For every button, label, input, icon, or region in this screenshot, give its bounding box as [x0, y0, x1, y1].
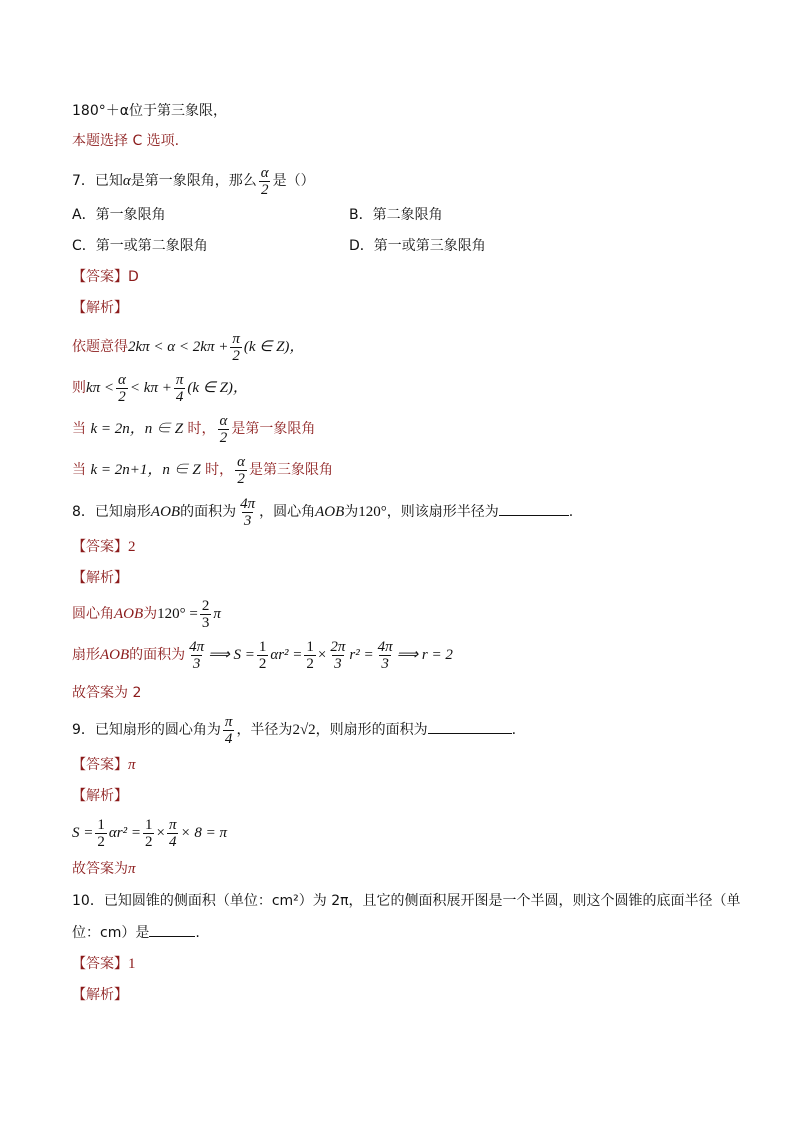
q8-blank[interactable]: [499, 501, 569, 516]
prev-text-1: 180°＋α位于第三象限，: [72, 103, 227, 119]
q7-alpha: α: [122, 173, 131, 189]
q10-analysis-tag: 【解析】: [72, 987, 128, 1003]
q7-answer: [72, 267, 139, 287]
q9-analysis-tag: 【解析】: [72, 788, 128, 804]
q10-answer: 【答案】1: [72, 956, 136, 972]
q7-analysis-line-3: 当 k = 2n，n ∈ Z 时， $\frac{\alpha}{2}$ 是第一象限角: [72, 412, 316, 446]
q9-fraction: $\frac{\pi}{4}$: [224, 713, 233, 747]
q10-stem-line-2: 位：cm）是 .: [72, 922, 200, 943]
q7-suffix: 是（）: [272, 173, 315, 189]
q7-mid: 是第一象限角，那么: [130, 173, 257, 189]
q7-analysis-line-4: 当 k = 2n+1，n ∈ Z 时， $\frac{\alpha}{2}$ 是第三象限角: [72, 453, 334, 487]
prev-text-2: 本题选择 C 选项.: [72, 133, 180, 149]
q9-conclusion: 故答案为π: [72, 861, 136, 877]
q8-analysis-line-2: 扇形AOB的面积为 $\frac{4\pi}{3}$ ⟹ S = $\frac{1}{2}$ αr² = $\frac{1}{2}$ × $\frac{2\pi}{3}$ r² = $\frac{4\pi}{3}$ ⟹ r = 2: [72, 638, 453, 672]
q7-analysis-line-2: 则kπ < $\frac{\alpha}{2}$ < kπ + $\frac{\pi}{4}$ (k ∈ Z)，: [72, 371, 248, 405]
q8-conclusion: 故答案为 2: [72, 685, 142, 701]
answer-tag: 【答案】: [72, 269, 128, 285]
q9-analysis-line-1: S = $\frac{1}{2}$ αr² = $\frac{1}{2}$ × $\frac{\pi}{4}$ × 8 = π: [72, 816, 227, 850]
q7-prefix: 7．已知: [72, 173, 123, 189]
q10-blank[interactable]: [149, 922, 195, 937]
prev-line-1: [72, 101, 227, 121]
q7-analysis-line-1: 依题意得2kπ < α < 2kπ + $\frac{\pi}{2}$ (k ∈ Z)，: [72, 330, 305, 364]
q9-stem: 9．已知扇形的圆心角为 $\frac{\pi}{4}$ ，半径为2√2，则扇形的面积为 .: [72, 713, 517, 747]
q7-option-a: A．第一象限角: [72, 207, 166, 223]
q7-option-d: D．第一或第三象限角: [349, 238, 486, 254]
q7-analysis-tag: 【解析】: [72, 300, 128, 316]
q7-fraction: $\frac{\alpha}{2}$: [260, 164, 269, 198]
q10-stem-line-1: 10．已知圆锥的侧面积（单位：cm²）为 2π，且它的侧面积展开图是一个半圆，则这个圆锥的底面半径（单: [72, 893, 741, 909]
q9-blank[interactable]: [428, 719, 512, 734]
q8-answer: 【答案】2: [72, 539, 136, 555]
q8-analysis-tag: 【解析】: [72, 570, 128, 586]
q8-stem: 8．已知扇形AOB的面积为 $\frac{4\pi}{3}$ ，圆心角AOB为120°，则该扇形半径为 .: [72, 495, 574, 529]
q8-fraction: $\frac{4\pi}{3}$: [240, 495, 256, 529]
prev-line-2: [72, 131, 179, 151]
q7-stem: [72, 163, 315, 199]
answer-value: D: [128, 269, 139, 285]
q7-option-c: C．第一或第二象限角: [72, 238, 208, 254]
q9-answer: 【答案】π: [72, 757, 136, 773]
q7-option-b: B．第二象限角: [349, 207, 443, 223]
q8-analysis-line-1: 圆心角AOB为120° = $\frac{2}{3}$ π: [72, 597, 221, 631]
